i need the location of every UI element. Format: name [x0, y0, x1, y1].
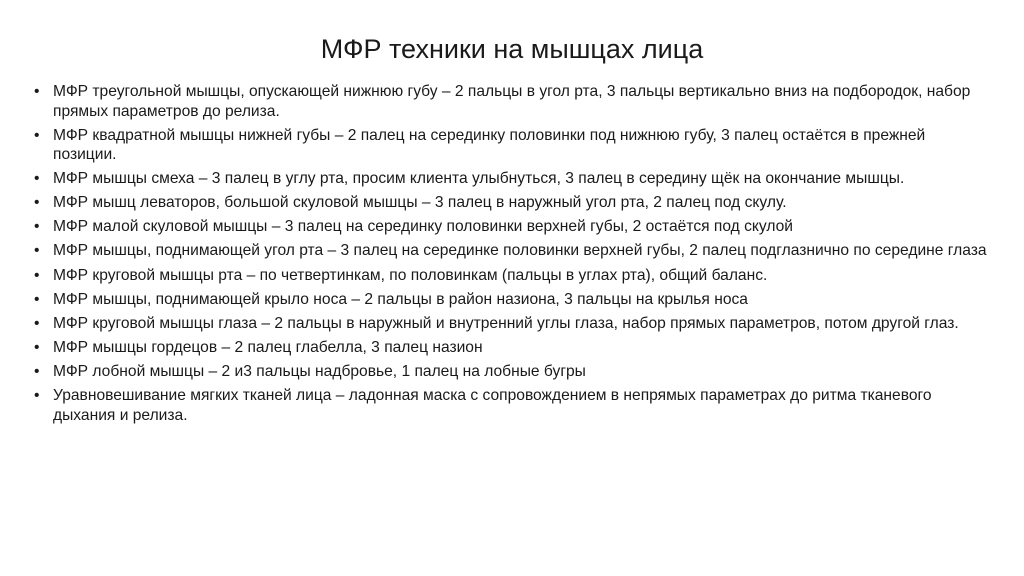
list-item-text: МФР мышцы гордецов – 2 палец глабелла, 3 палец назион [53, 338, 483, 356]
bullet-icon: • [34, 362, 40, 380]
list-item-text: МФР круговой мышцы глаза – 2 пальцы в наружный и внутренний углы глаза, набор прямых параметров, потом другой глаз. [53, 314, 959, 332]
list-item-text: МФР круговой мышцы рта – по четвертинкам, по половинкам (пальцы в углах рта), общий баланс. [53, 266, 768, 284]
list-item-text: Уравновешивание мягких тканей лица – ладонная маска с сопровождением в непрямых параметрах до ритма тканевого дыхания и релиза. [53, 387, 932, 424]
slide-title: МФР техники на мышцах лица [320, 34, 704, 64]
list-item-text: МФР мышцы смеха – 3 палец в углу рта, просим клиента улыбнуться, 3 палец в середину щёк на окончание мышцы. [53, 170, 905, 188]
list-item [33, 290, 993, 310]
bullet-icon: • [34, 83, 40, 100]
bullet-icon: • [34, 387, 40, 405]
bullet-icon: • [34, 218, 40, 236]
list-item-text: МФР квадратной мышцы нижней губы – 2 палец на серединку половинки под нижнюю губу, 3 палец остаётся в прежней позиции. [53, 126, 926, 164]
list-item-text: МФР мышцы, поднимающей угол рта – 3 палец на серединке половинки верхней губы, 2 палец подглазнично по середине глаза [53, 242, 987, 260]
list-item [33, 338, 993, 358]
list-item [33, 126, 993, 165]
list-item-text: МФР лобной мышцы – 2 и3 пальцы надбровье, 1 палец на лобные бугры [53, 362, 586, 380]
list-item [33, 193, 993, 213]
list-item-text: МФР малой скуловой мышцы – 3 палец на серединку половинки верхней губы, 2 остаётся под скулой [53, 218, 794, 236]
bullet-icon: • [34, 170, 40, 188]
list-item [33, 266, 993, 286]
bullet-list [33, 82, 993, 430]
bullet-icon: • [34, 126, 40, 144]
list-item [33, 386, 993, 425]
bullet-icon: • [34, 338, 40, 356]
list-item-text: МФР мышц леваторов, большой скуловой мышцы – 3 палец в наружный угол рта, 2 палец под скулу. [53, 194, 787, 212]
list-item-text: МФР треугольной мышцы, опускающей нижнюю губу – 2 пальцы в угол рта, 3 пальцы вертикально вниз на подбородок, набор прямых параметров до релиза. [53, 83, 971, 120]
list-item [33, 217, 993, 237]
bullet-icon: • [34, 242, 40, 260]
bullet-icon: • [34, 266, 40, 284]
bullet-icon: • [34, 194, 40, 212]
list-item [33, 314, 993, 334]
list-item [33, 82, 993, 121]
bullet-icon: • [34, 314, 40, 332]
list-item [33, 169, 993, 189]
list-item [33, 241, 993, 261]
bullet-icon: • [34, 290, 40, 308]
list-item-text: МФР мышцы, поднимающей крыло носа – 2 пальцы в район назиона, 3 пальцы на крылья носа [53, 290, 748, 308]
list-item [33, 362, 993, 382]
